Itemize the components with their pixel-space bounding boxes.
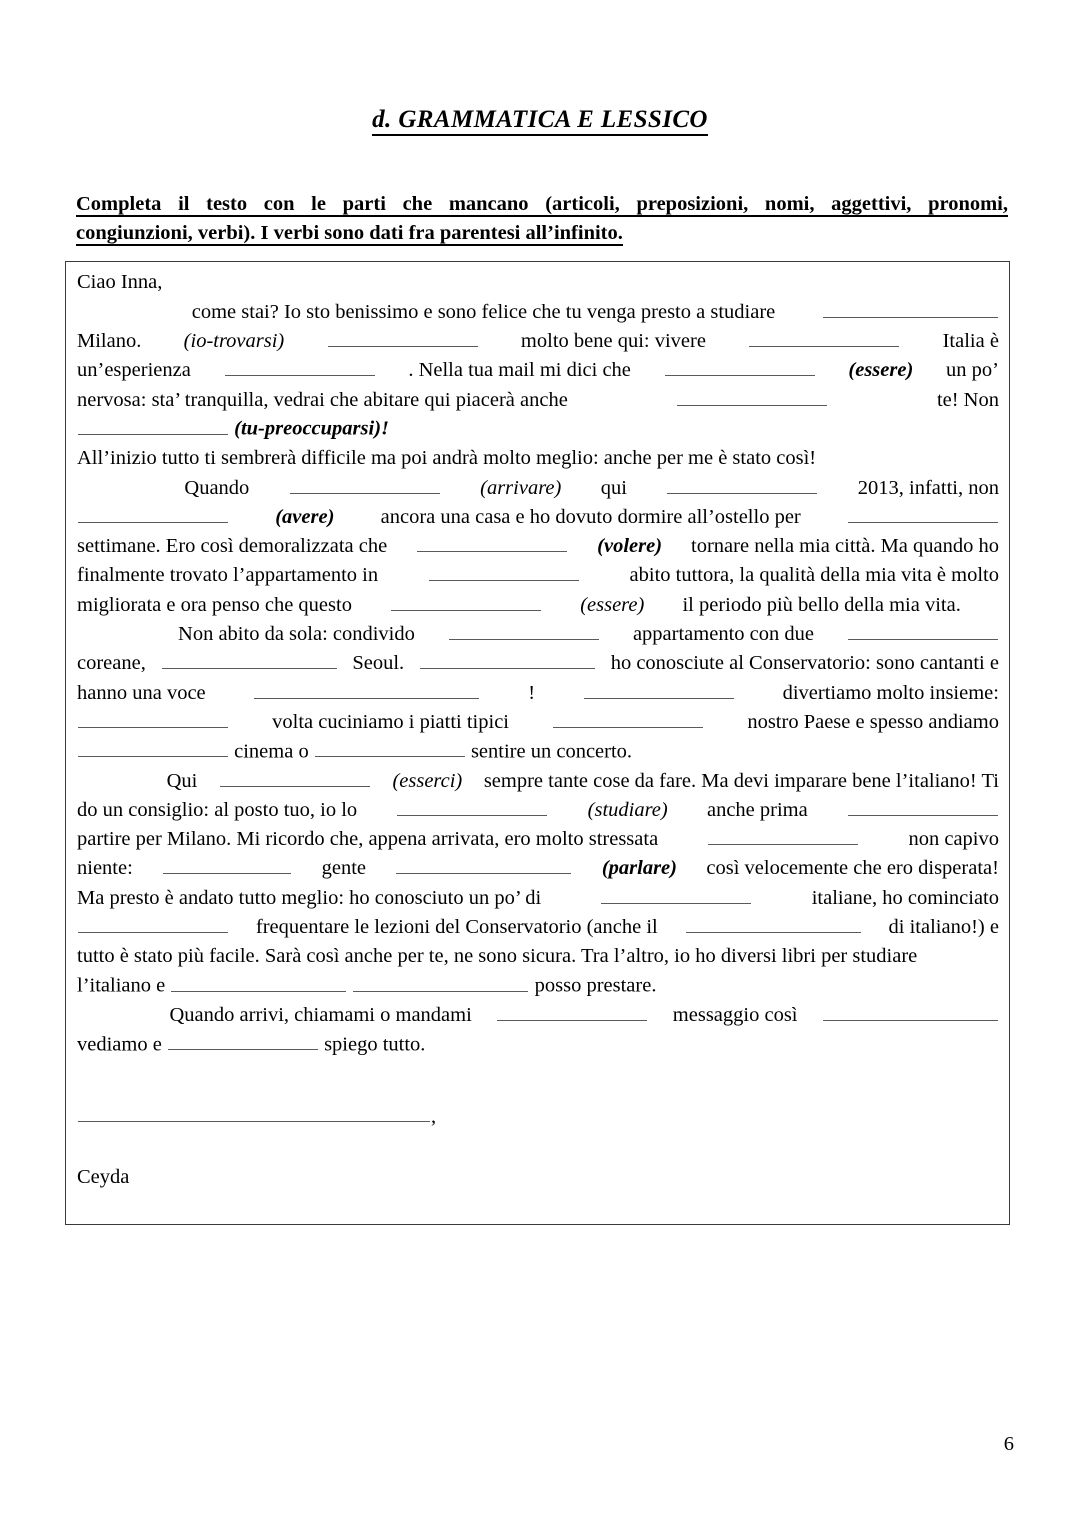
fill-in-blank[interactable] — [290, 473, 440, 493]
text-line — [77, 532, 999, 561]
letter-greeting-paragraph — [77, 268, 999, 297]
letter-paragraph-3 — [77, 620, 999, 766]
letter-paragraph-2 — [77, 444, 999, 620]
fill-in-blank[interactable] — [601, 883, 751, 903]
line-text: te! Non — [936, 388, 999, 411]
verb-hint: (arrivare) — [480, 476, 562, 499]
line-text: nervosa: sta’ tranquilla, vedrai che abitare qui piacerà anche — [77, 388, 568, 411]
fill-in-blank[interactable] — [749, 327, 899, 347]
signature-closing-line — [77, 1102, 436, 1132]
line-text: sentire un concerto. — [470, 740, 633, 763]
text-line — [77, 649, 999, 678]
text-line — [77, 414, 999, 443]
line-text: tornare nella mia città. Ma quando ho — [691, 535, 999, 558]
fill-in-blank[interactable] — [848, 620, 998, 640]
fill-in-blank[interactable] — [78, 414, 228, 434]
verb-hint: (esserci) — [392, 769, 463, 792]
fill-in-blank[interactable] — [78, 913, 228, 933]
text-line — [77, 678, 999, 707]
text-line — [77, 385, 999, 414]
line-text: appartamento con due — [632, 623, 814, 646]
line-text: così velocemente che ero disperata! — [706, 857, 999, 880]
line-text: Seoul. — [352, 652, 405, 675]
fill-in-blank[interactable] — [686, 913, 861, 933]
fill-in-blank[interactable] — [78, 502, 228, 522]
fill-in-blank[interactable] — [397, 795, 547, 815]
line-text: volta cuciniamo i piatti tipici — [272, 710, 509, 733]
line-text: l’italiano e — [77, 974, 166, 997]
text-line — [77, 590, 999, 619]
line-text: Ma presto è andato tutto meglio: ho conosciuto un po’ di — [77, 886, 542, 909]
text-line — [77, 737, 999, 766]
line-text: un’esperienza — [77, 359, 191, 382]
line-text: do un consiglio: al posto tuo, io lo — [77, 798, 358, 821]
line-text: spiego tutto. — [324, 1033, 426, 1056]
fill-in-blank[interactable] — [584, 678, 734, 698]
text-line — [77, 971, 999, 1000]
line-text: sempre tante cose da fare. Ma devi imparare bene l’italiano! Ti — [483, 769, 999, 792]
text-line — [77, 297, 999, 326]
line-text: molto bene qui: vivere — [520, 330, 706, 353]
text-line — [77, 327, 999, 356]
line-text: cinema o — [234, 740, 309, 763]
fill-in-blank[interactable] — [420, 649, 595, 669]
verb-hint: (avere) — [275, 505, 335, 528]
fill-in-blank[interactable] — [497, 1000, 647, 1020]
line-text: abito tuttora, la qualità della mia vita è molto — [629, 564, 999, 587]
text-line — [77, 502, 999, 531]
line-text: qui — [600, 476, 627, 499]
line-text: . Nella tua mail mi dici che — [408, 359, 631, 382]
line-text: Quando — [184, 476, 250, 499]
fill-in-blank[interactable] — [353, 971, 528, 991]
fill-in-blank[interactable] — [417, 532, 567, 552]
line-text: vediamo e — [77, 1033, 162, 1056]
verb-hint: (tu-preoccuparsi)! — [234, 417, 390, 440]
text-line — [77, 1000, 999, 1029]
text-line — [77, 620, 999, 649]
line-text: partire per Milano. Mi ricordo che, appena arrivata, ero molto stressata — [77, 828, 659, 851]
fill-in-blank[interactable] — [848, 502, 998, 522]
text-line — [77, 356, 999, 385]
text-line — [77, 1030, 999, 1059]
fill-in-blank[interactable] — [171, 971, 346, 991]
line-text: migliorata e ora penso che questo — [77, 593, 352, 616]
line-text: coreane, — [77, 652, 146, 675]
line-text: frequentare le lezioni del Conservatorio (anche il — [255, 916, 658, 938]
line-text: Non abito da sola: condivido — [178, 623, 415, 646]
line-text: non capivo — [908, 828, 999, 851]
fill-in-blank[interactable] — [848, 795, 998, 815]
text-line — [77, 795, 999, 824]
fill-in-blank[interactable] — [677, 385, 827, 405]
verb-hint: (essere) — [848, 359, 914, 382]
fill-in-blank[interactable] — [708, 825, 858, 845]
fill-in-blank[interactable] — [396, 854, 571, 874]
fill-in-blank[interactable] — [78, 1102, 430, 1122]
text-line — [77, 883, 999, 912]
line-text: messaggio così — [672, 1003, 798, 1026]
line-text: settimane. Ero così demoralizzata che — [77, 535, 388, 558]
line-text: italiane, ho cominciato — [811, 886, 999, 909]
line-text: ancora una casa e ho dovuto dormire all’ostello per — [380, 505, 801, 528]
text-line — [77, 561, 999, 590]
verb-hint: (volere) — [597, 535, 663, 558]
signature-name: Ceyda — [77, 1166, 130, 1188]
fill-in-blank[interactable] — [391, 590, 541, 610]
letter-paragraph-5 — [77, 1000, 999, 1059]
text-line — [77, 825, 999, 854]
page-title-text: d. GRAMMATICA E LESSICO — [372, 106, 708, 136]
letter-content — [77, 268, 999, 1059]
instruction-line-2: congiunzioni, verbi). I verbi sono dati fra parentesi all’infinito. — [76, 222, 623, 244]
fill-in-blank[interactable] — [78, 737, 228, 757]
fill-in-blank[interactable] — [449, 620, 599, 640]
line-text: nostro Paese e spesso andiamo — [747, 710, 999, 733]
fill-in-blank[interactable] — [823, 1000, 998, 1020]
verb-hint: (io-trovarsi) — [183, 330, 285, 353]
fill-in-blank[interactable] — [667, 473, 817, 493]
verb-hint: (parlare) — [601, 857, 677, 880]
fill-in-blank[interactable] — [78, 707, 228, 727]
fill-in-blank[interactable] — [328, 327, 478, 347]
text-line — [77, 707, 999, 736]
line-text: Italia è — [942, 330, 999, 353]
letter-paragraph-4 — [77, 766, 999, 1000]
text-line: tutto è stato più facile. Sarà così anche per te, ne sono sicura. Tra l’altro, io ho diversi libri per studiare — [77, 944, 918, 967]
page-number: 6 — [1003, 1433, 1014, 1455]
fill-in-blank[interactable] — [429, 561, 579, 581]
page-title — [0, 106, 1080, 134]
fill-in-blank[interactable] — [665, 356, 815, 376]
text-line — [77, 766, 999, 795]
fill-in-blank[interactable] — [254, 678, 479, 698]
text-line — [77, 854, 999, 883]
signature-comma: , — [431, 1105, 437, 1128]
line-text: Milano. — [77, 330, 142, 353]
line-text: ho conosciute al Conservatorio: sono cantanti e — [610, 652, 999, 675]
line-text: posso prestare. — [534, 974, 657, 997]
line-text: Qui — [166, 769, 198, 792]
text-line: All’inizio tutto ti sembrerà difficile ma poi andrà molto meglio: anche per me è stato così! — [77, 446, 817, 469]
line-text: finalmente trovato l’appartamento in — [77, 564, 379, 587]
fill-in-blank[interactable] — [163, 854, 291, 874]
fill-in-blank[interactable] — [162, 649, 337, 669]
instruction-line-1: Completa il testo con le parti che mancano (articoli, preposizioni, nomi, aggettivi, pronomi, — [76, 193, 1008, 215]
fill-in-blank[interactable] — [553, 707, 703, 727]
text-line — [77, 913, 999, 942]
verb-hint: (studiare) — [587, 798, 668, 821]
letter-greeting: Ciao Inna, — [77, 271, 163, 293]
fill-in-blank[interactable] — [220, 766, 370, 786]
line-text: anche prima — [706, 798, 808, 821]
line-text: come stai? Io sto benissimo e sono felice che tu venga presto a studiare — [191, 300, 776, 323]
line-text: ! — [528, 681, 536, 704]
line-text: Quando arrivi, chiamami o mandami — [169, 1003, 472, 1026]
letter-paragraph-1 — [77, 297, 999, 443]
line-text: niente: — [77, 857, 133, 880]
verb-hint: (essere) — [580, 593, 645, 616]
line-text: 2013, infatti, non — [857, 476, 999, 499]
line-text: il periodo più bello della mia vita. — [682, 593, 961, 616]
line-text: gente — [321, 857, 367, 880]
fill-in-blank[interactable] — [823, 297, 998, 317]
line-text: di italiano!) e — [888, 916, 999, 938]
fill-in-blank[interactable] — [168, 1030, 318, 1050]
line-text: hanno una voce — [77, 681, 206, 704]
text-line — [77, 473, 999, 502]
exercise-instruction — [76, 190, 1008, 248]
fill-in-blank[interactable] — [315, 737, 465, 757]
line-text: un po’ — [946, 359, 999, 382]
line-text: divertiamo molto insieme: — [782, 681, 999, 704]
letter-text-box — [65, 261, 1010, 1225]
fill-in-blank[interactable] — [225, 356, 375, 376]
